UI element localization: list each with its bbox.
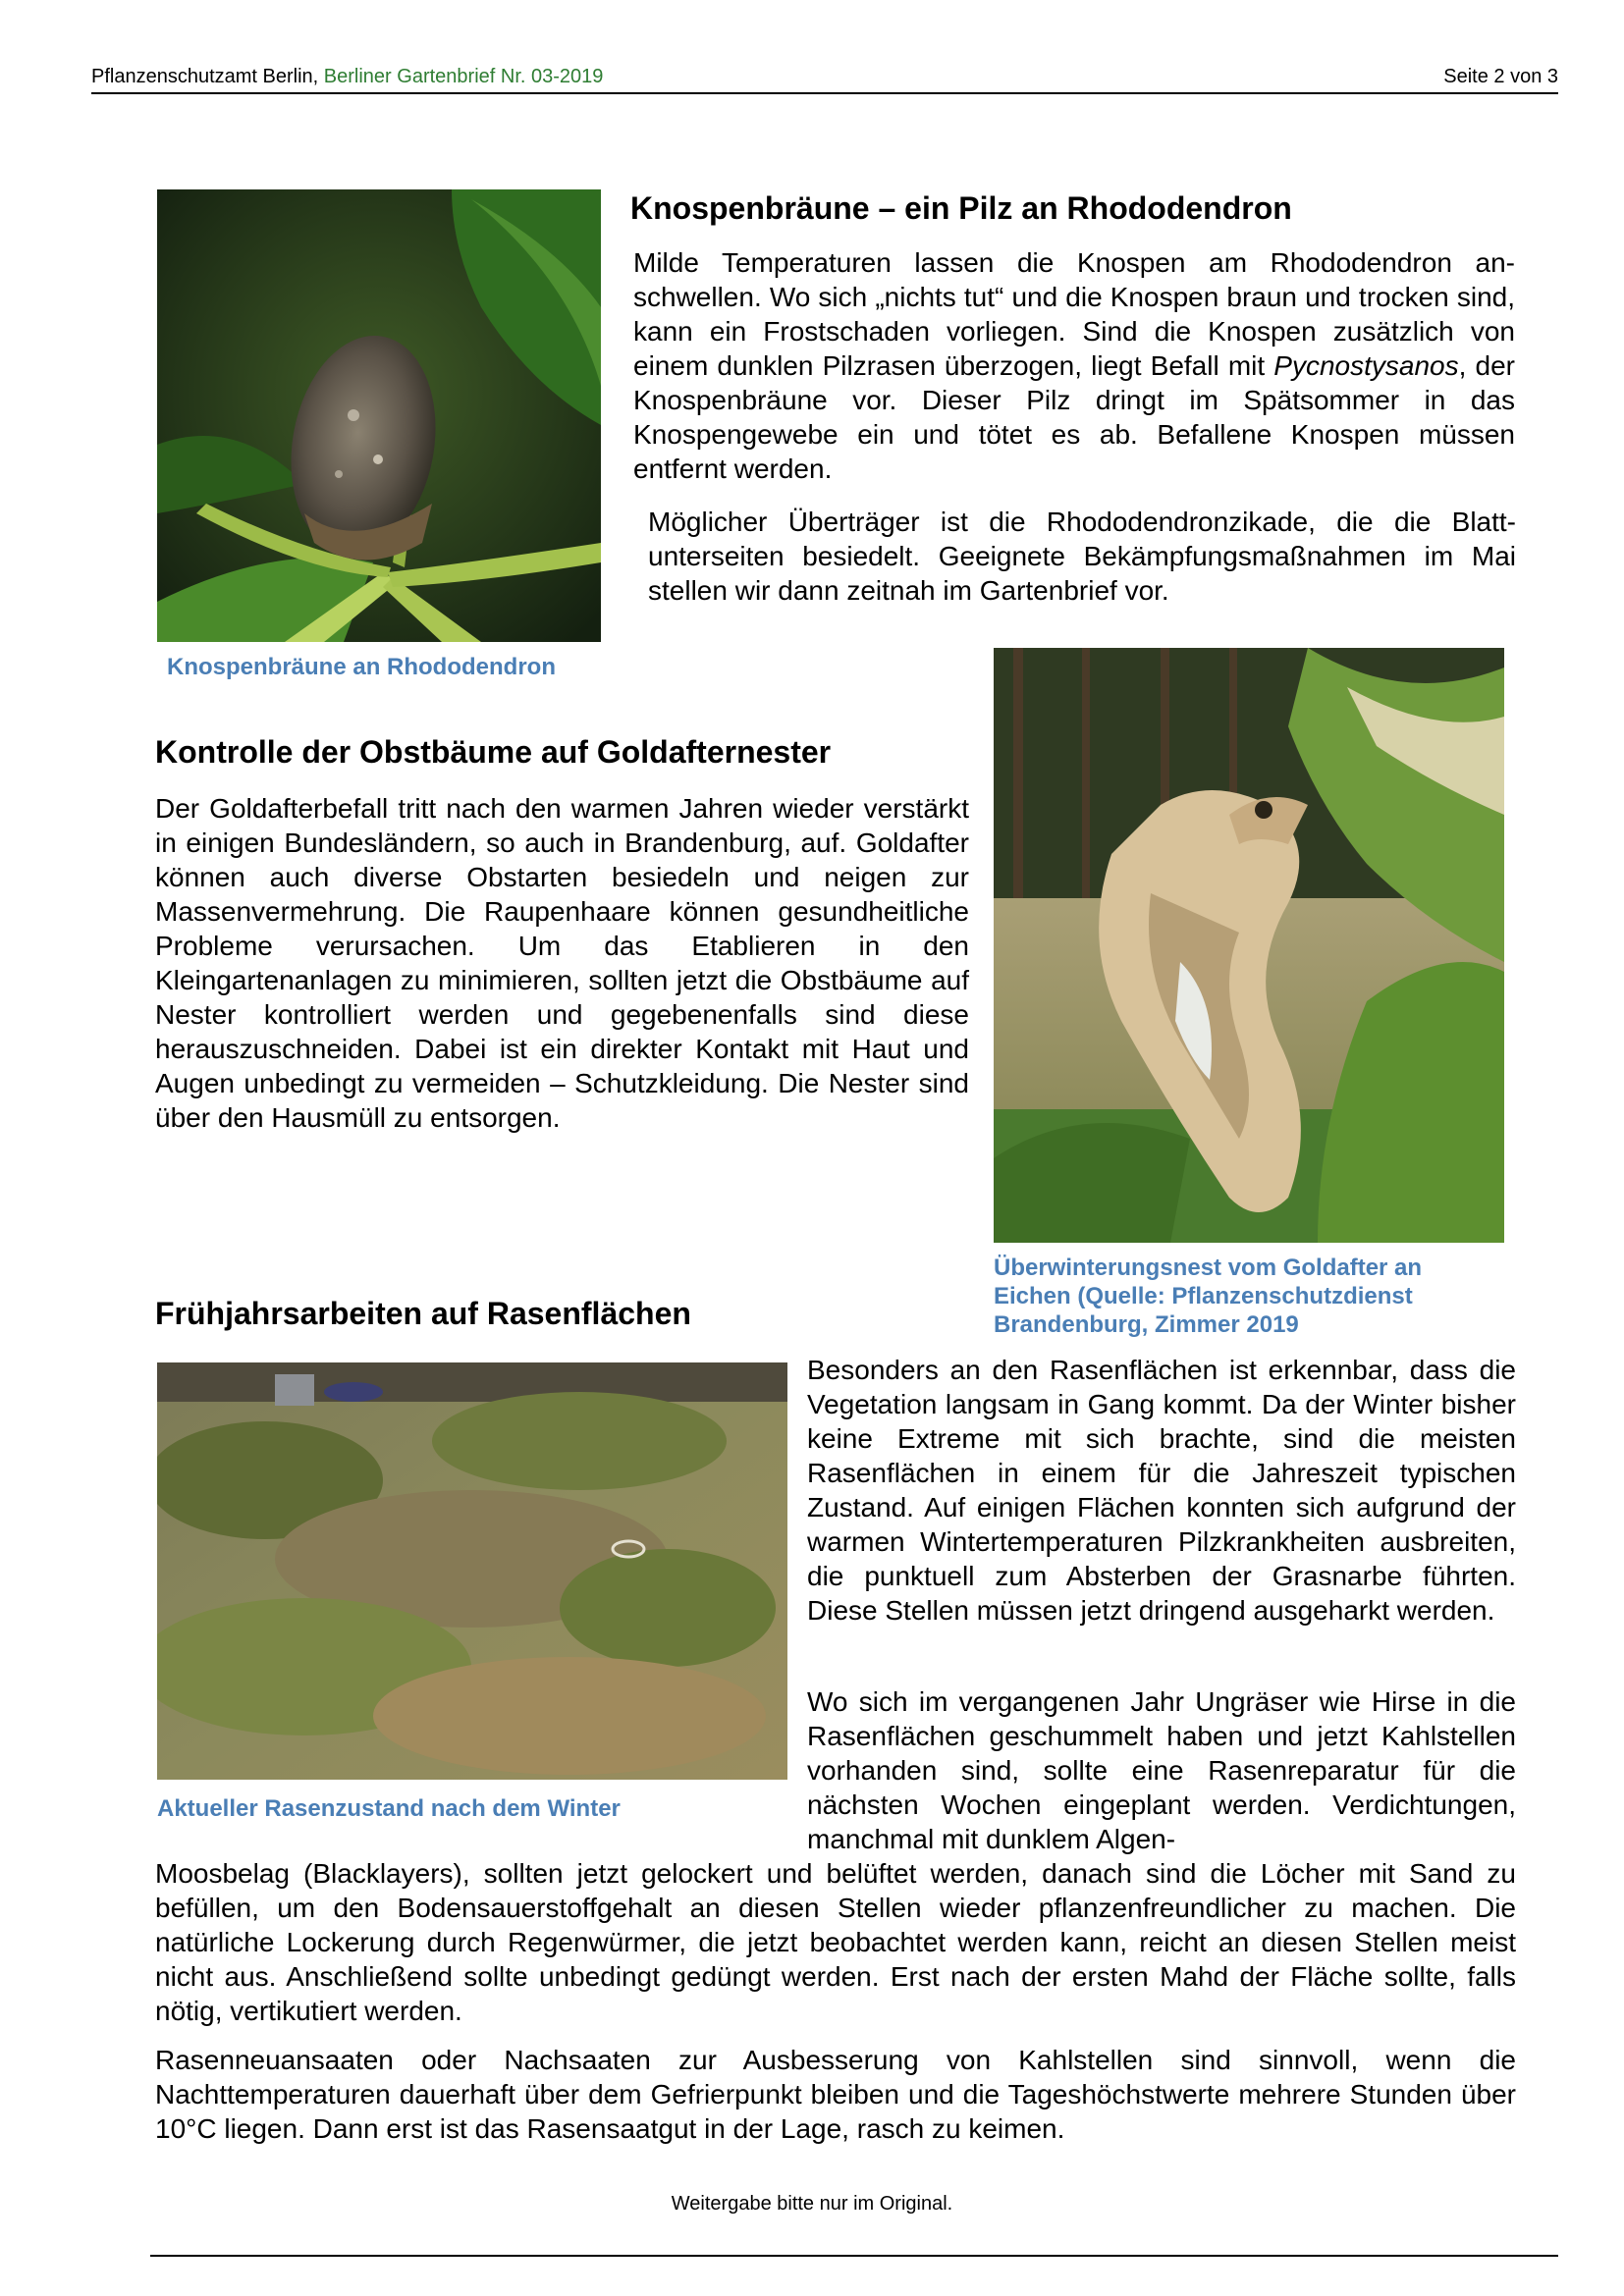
section3-paragraph3: Rasenneuansaaten oder Nachsaaten zur Ausbesserung von Kahlstellen sind sinnvoll, wenn die Nachttemperaturen dauerhaft über dem Gefrierpunkt bleiben und die Tageshöchstwerte mehrere Stunden über 10°C liegen. Dann erst ist das Rasensaatgut in der Lage, rasch zu keimen. (155, 2045, 1516, 2144)
section3-paragraph2-continued: Moosbelag (Blacklayers), sollten jetzt gelockert und belüftet werden, danach sind die Löcher mit Sand zu befüllen, um den Bodensauerstoffgehalt an diesen Stellen wieder pflanzenfreundlicher zu machen. Die natürliche Lockerung durch Regenwürmer, die jetzt beobachtet werden kann, reicht an diesen Stellen meist nicht aus. Anschließend sollte unbedingt gedüngt werden. Erst nach der ersten Mahd der Fläche sollte, falls nötig, vertikutiert werden. (155, 1858, 1516, 2026)
page-header (91, 65, 1558, 88)
footer-note: Weitergabe bitte nur im Original. (671, 2193, 953, 2215)
header-org: Pflanzenschutzamt Berlin, (91, 66, 319, 87)
section3-paragraph1: Besonders an den Rasenflächen ist erkennbar, dass die Vegetation langsam in Gang kommt. Da der Winter bisher keine Extreme mit sich brachte, sind die meisten Rasenflächen in einem für die Jahreszeit typischen Zustand. Auf einigen Flächen konnten sich aufgrund der warmen Wintertemperaturen Pilzkrankheiten ausbreiten, die punktuell zum Absterben der Grasnarbe führten. Diese Stellen müssen jetzt dringend ausgeharkt werden. (807, 1355, 1516, 1626)
section1-paragraph2: Möglicher Überträger ist die Rhododendronzikade, die die Blattunterseiten besiedelt. Geeignete Bekämpfungsmaßnahmen im Mai stellen wir dann zeitnah im Gartenbrief vor. (648, 507, 1516, 606)
rhododendron-photo (157, 189, 601, 642)
section1-paragraph1 (633, 245, 1515, 486)
section3-title: Frühjahrsarbeiten auf Rasenflächen (155, 1296, 691, 1331)
lawn-photo (157, 1362, 787, 1780)
section1-text-italic: Pycnostysanos (1273, 350, 1459, 381)
header-title: Berliner Gartenbrief Nr. 03-2019 (323, 66, 604, 87)
footer-rule (150, 2255, 1558, 2257)
section1-title: Knospenbräune – ein Pilz an Rhododendron (630, 190, 1292, 226)
section1-text-after: , der Knospenbräune vor. Dieser Pilz dringt im Spätsommer in das Knospengewebe ein und tötet es ab. Befallene Knospen müssen entfernt werden. (633, 350, 1516, 484)
header-rule (91, 92, 1558, 94)
section3-paragraph2: Wo sich im vergangenen Jahr Ungräser wie Hirse in die Rasenflächen geschummelt haben und jetzt Kahlstellen vorhanden sind, sollte eine Rasenreparatur für die nächsten Wochen eingeplant werden. Verdichtungen, manchmal mit dunklem Algen- (807, 1686, 1516, 1854)
page-number: Seite 2 von 3 (1443, 66, 1558, 87)
section1-text-before: Milde Temperaturen lassen die Knospen am Rhododendron anschwellen. Wo sich „nichts tut“ und die Knospen braun und trocken sind, kann ein Frostschaden vorliegen. Sind die Knospen zusätzlich von einem dunklen Pilzrasen überzogen, liegt Befall mit (633, 247, 1515, 381)
section2-paragraph: Der Goldafterbefall tritt nach den warmen Jahren wieder verstärkt in einigen Bundesländern, so auch in Brandenburg, auf. Goldafter können auch diverse Obstarten besiedeln und neigen zur Massenvermehrung. Die Raupenhaare können gesundheitliche Probleme verursachen. Um das Etablieren in den Kleingartenanlagen zu minimieren, sollten jetzt die Obstbäume auf Nester kontrolliert werden und gegebenenfalls sind diese herauszuschneiden. Dabei ist ein direkter Kontakt mit Haut und Augen unbedingt zu vermeiden – Schutzkleidung. Die Nester sind über den Hausmüll zu entsorgen. (155, 793, 969, 1133)
lawn-caption: Aktueller Rasenzustand nach dem Winter (157, 1795, 621, 1822)
section2-title: Kontrolle der Obstbäume auf Goldafternester (155, 734, 832, 770)
rhododendron-caption: Knospenbräune an Rhododendron (167, 654, 556, 680)
goldafter-caption: Überwinterungsnest vom Goldafter an Eichen (Quelle: Pflanzenschutzdienst Brandenburg, Zimmer 2019 (994, 1255, 1423, 1338)
goldafter-nest-photo (994, 648, 1504, 1243)
